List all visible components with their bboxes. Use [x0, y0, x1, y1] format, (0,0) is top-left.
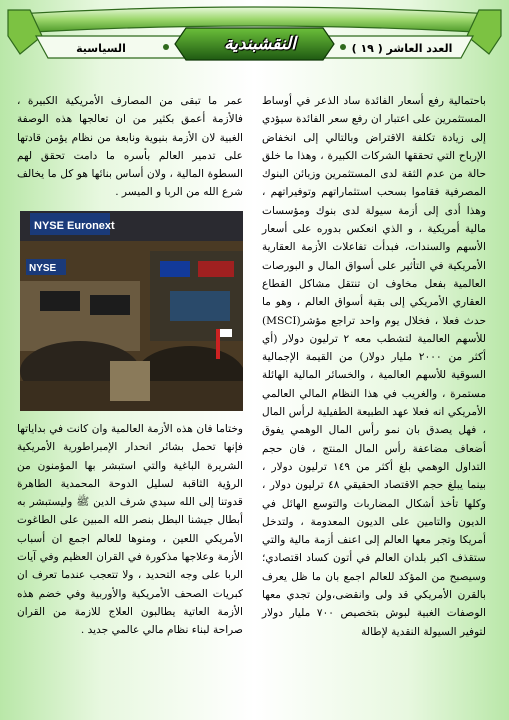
article-right-column: باحتمالية رفع أسعار الفائدة ساد الذعر في أوساط المستثمرين على اعتبار ان رفع سعر الفائدة سيؤدي إلى زيادة تكلفة الاقتراض وبالتالي إلى انخفاض الإرباح التي تحققها الشركات الكبيرة ، وهذا ما خلق حالة من عدم الثقة لدى المستثمرين وزبائن البنوك المصرفية فقاموا بسحب استثماراتهم وتوفيراتهم ، وهذا أدى إلى أزمة سيولة لدى بنوك ومؤسسات مالية أمريكية ، و الذي انعكس بدوره على أسعار الأسهم والسندات، فبدأت تفاعلات الأزمة العقارية الأمريكية في التأثير على أسواق المال و البورصات العالمية بفعل مخاوف ان تنتقل مشاكل القطاع العقاري الأمريكي إلى بقية أسواق العالم ، وهو ما حدث فعلا ، فخلال يوم واحد تراجع مؤشر(MSCI) للأسهم العالمية لتشطب معه ٢ ترليون دولار (أي أكثر من ٢٠٠٠ مليار دولار) من القيمة الإجمالية السوقية للأسهم العالمية ، والخسائر المالية الهائلة مستمرة ، والغريب في هذا النظام المالي العالمي الأمريكي انه فعلا عهد الطبيعة الطفيلية لرأس المال ، فهل يصدق بان نمو رأس المال الوهمي يفوق أضعاف مضاعفة رأس المال المنتج ، فان حجم التداول الوهمي بلغ أكثر من ١٤٩ ترليون دولار ، بينما يبلغ حجم الاقتصاد الحقيقي ٤٨ ترليون دولار ، وكلها تأخذ أشكال المضاربات والتوسع الهائل في الديون والتامين على الديون المعدومة ، ولتدخل أمريكا وتجر معها العالم إلى اعنف أزمة مالية والتي ستقذف اكبر بلدان العالم في أتون كساد اقتصادي؛ وسيصبح من المؤكد للعالم اجمع بان ما ظل يعرف بالقرن الأمريكي قد ولى وانقضى،ولن تجدي معها الوصفات الغبية لبوش بتخصيص ٧٠٠ مليار دولار لتوفير السيولة النقدية لإطالة [262, 95, 486, 638]
magazine-title: النقشبندية [224, 34, 296, 54]
stock-exchange-photo [20, 211, 243, 411]
nyse-euronext-sign: NYSE Euronext [34, 220, 115, 232]
section-label: السياسية [76, 42, 126, 55]
article-left-column-top: عمر ما تبقى من المصارف الأمريكية الكبيرة ، فالأزمة أعمق بكثير من ان تعالجها هذه الوصفة الغبية لان الأزمة بنيوية ونابعة من نظام يؤمن قادتها على تدمير العالم بأسره ما دامت تحقق لهم السطوة المالية ، ولان أساس بنائها هو كل ما يخالف شرع الله من الربا و الميسر . [17, 95, 243, 199]
nyse-sign: NYSE [29, 263, 57, 274]
issue-number: العدد العاشر ( ١٩ ) [351, 42, 453, 55]
page-header-banner [6, 6, 503, 64]
article-left-column-bottom: وختاما فان هذه الأزمة العالمية وان كانت في بداياتها فإنها تحمل بشائر انحدار الإمبراطورية الأمريكية الشريرة الباغية والتي استبشر بها المؤمنون من الرؤية الثاقبة لسليل الدوحة المحمدية الطاهرة قدوتنا إلى الله سيدي شرف الدين ﷺ وليستبشر به أبطال جيشنا البطل بنصر الله المبين على الطاغوت الأمريكي اللعين ، ومنوها للعالم اجمع ان أسباب الأزمة وعلاجها مذكورة في القران العظيم وفي آيات الربا على وجه التحديد ، ولا تتعجب عندما تعرف ان كبريات الصحف الأمريكية والأوربية وفي خضم هذه الأزمة العاتية يطالبون العلاج للازمة من القران صراحة لبناء نظام مالي عالمي جديد . [17, 423, 243, 637]
